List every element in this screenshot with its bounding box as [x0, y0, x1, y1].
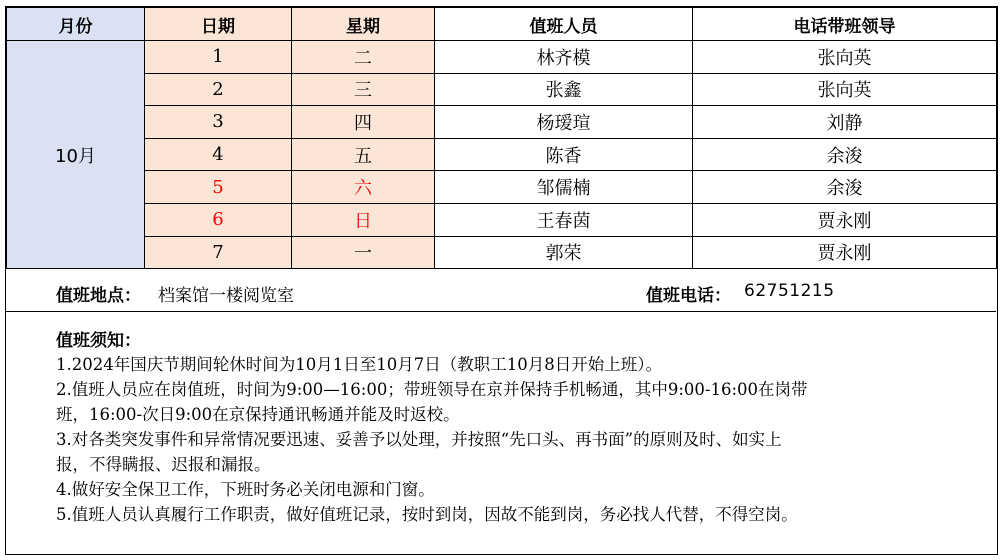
staff-cell: 郭荣 — [435, 236, 693, 269]
notice-line: 1.2024年国庆节期间轮休时间为10月1日至10月7日（教职工10月8日开始上班）。 — [56, 355, 662, 374]
weekday-cell: 三 — [292, 73, 435, 106]
table-row — [7, 236, 997, 269]
weekday-cell: 二 — [292, 41, 435, 74]
leader-cell: 张向英 — [693, 41, 997, 74]
date-cell: 5 — [145, 171, 292, 204]
leader-cell: 刘静 — [693, 106, 997, 139]
weekday-cell: 四 — [292, 106, 435, 139]
notice-body — [56, 352, 986, 527]
location-label: 值班地点： — [56, 286, 141, 306]
leader-cell: 余浚 — [693, 138, 997, 171]
table-row — [7, 138, 997, 171]
phone-value: 62751215 — [744, 281, 835, 301]
staff-cell: 杨瑷瑄 — [435, 106, 693, 139]
duty-roster-sheet — [5, 6, 998, 555]
leader-cell: 张向英 — [693, 73, 997, 106]
staff-cell: 陈香 — [435, 138, 693, 171]
staff-cell: 张鑫 — [435, 73, 693, 106]
notice-line: 4.做好安全保卫工作，下班时务必关闭电源和门窗。 — [56, 480, 435, 499]
leader-cell: 贾永刚 — [693, 236, 997, 269]
weekday-cell: 日 — [292, 203, 435, 236]
weekday-cell: 一 — [292, 236, 435, 269]
date-cell: 1 — [145, 41, 292, 74]
duty-location-row — [6, 272, 996, 312]
leader-cell: 贾永刚 — [693, 203, 997, 236]
date-cell: 4 — [145, 138, 292, 171]
month-cell: 10月 — [7, 41, 145, 269]
date-cell: 3 — [145, 106, 292, 139]
location-value: 档案馆一楼阅览室 — [158, 286, 294, 306]
date-cell: 2 — [145, 73, 292, 106]
staff-cell: 林齐模 — [435, 41, 693, 74]
staff-cell: 邹儒楠 — [435, 171, 693, 204]
weekday-cell: 五 — [292, 138, 435, 171]
duty-roster-table — [6, 7, 997, 269]
header-weekday: 星期 — [292, 8, 435, 41]
header-staff: 值班人员 — [435, 8, 693, 41]
table-row — [7, 203, 997, 236]
notice-line: 5.值班人员认真履行工作职责，做好值班记录，按时到岗，因故不能到岗，务必找人代替，不得空岗。 — [56, 505, 798, 524]
weekday-cell: 六 — [292, 171, 435, 204]
notice-line: 班，16:00-次日9:00在京保持通讯畅通并能及时返校。 — [56, 405, 460, 424]
duty-notice — [6, 312, 996, 554]
staff-cell: 王春茵 — [435, 203, 693, 236]
date-cell: 6 — [145, 203, 292, 236]
date-cell: 7 — [145, 236, 292, 269]
phone-label: 值班电话： — [646, 286, 731, 306]
table-row — [7, 171, 997, 204]
table-row — [7, 41, 997, 74]
header-month: 月份 — [7, 8, 145, 41]
notice-title: 值班须知： — [56, 331, 141, 351]
table-header-row — [7, 8, 997, 41]
leader-cell: 余浚 — [693, 171, 997, 204]
table-row — [7, 106, 997, 139]
header-date: 日期 — [145, 8, 292, 41]
notice-line: 报，不得瞒报、迟报和漏报。 — [56, 455, 271, 474]
table-row — [7, 73, 997, 106]
notice-line: 2.值班人员应在岗值班，时间为9:00—16:00；带班领导在京并保持手机畅通，其中9:00-16:00在岗带 — [56, 380, 808, 399]
notice-line: 3.对各类突发事件和异常情况要迅速、妥善予以处理，并按照“先口头、再书面”的原则及时、如实上 — [56, 430, 782, 449]
header-leader: 电话带班领导 — [693, 8, 997, 41]
